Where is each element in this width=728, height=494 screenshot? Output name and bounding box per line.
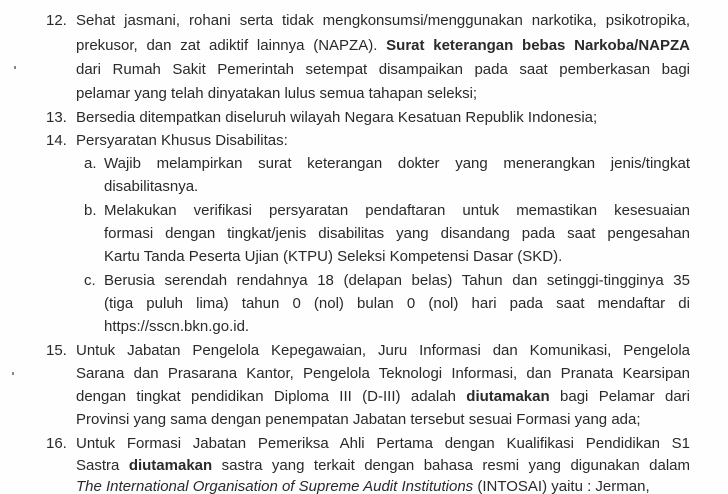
scan-mark bbox=[14, 66, 16, 69]
item-13-line-1: Bersedia ditempatkan diseluruh wilayah Negara Kesatuan Republik Indonesia; bbox=[76, 109, 598, 126]
item-12-line-2-text: prekusor, dan zat adiktif lainnya (NAPZA). bbox=[76, 37, 378, 54]
item-15-number: 15. bbox=[46, 342, 67, 359]
item-15-line-3-text-b: bagi Pelamar dari bbox=[560, 388, 690, 405]
scan-mark bbox=[12, 372, 14, 375]
item-12-line-2-bold: Surat keterangan bebas Narkoba/NAPZA bbox=[386, 37, 690, 54]
item-16-line-2-text-b: sastra yang terkait dengan bahasa resmi yang digunakan dalam bbox=[221, 457, 690, 474]
item-12-line-3: dari Rumah Sakit Pemerintah setempat disampaikan pada saat pemberkasan bagi bbox=[76, 61, 690, 78]
item-14-b-label: b. bbox=[84, 202, 97, 219]
item-12-line-2 bbox=[76, 35, 690, 57]
item-12-line-1: Sehat jasmani, rohani serta tidak mengkonsumsi/menggunakan narkotika, psikotropika, bbox=[76, 12, 690, 29]
item-16-line-2 bbox=[76, 455, 690, 477]
item-15-line-3-bold: diutamakan bbox=[466, 388, 550, 405]
item-14-b-line-2: formasi dengan tingkat/jenis disabilitas yang disandang pada saat pengesahan bbox=[104, 225, 690, 242]
item-14-a-label: a. bbox=[84, 155, 97, 172]
item-15-line-3-text-a: dengan tingkat pendidikan Diploma III (D-III) adalah bbox=[76, 388, 456, 405]
item-14-number: 14. bbox=[46, 132, 67, 149]
item-16-line-2-bold: diutamakan bbox=[128, 457, 213, 474]
item-13-number: 13. bbox=[46, 109, 67, 126]
item-14-a-line-2: disabilitasnya. bbox=[104, 178, 199, 195]
item-12-line-4: pelamar yang telah dinyatakan lulus semua tahapan seleksi; bbox=[76, 85, 478, 102]
item-14-line-1: Persyaratan Khusus Disabilitas: bbox=[76, 132, 288, 149]
item-12-number: 12. bbox=[46, 12, 67, 29]
item-15-line-4: Provinsi yang sama dengan penempatan Jabatan tersebut sesuai Formasi yang ada; bbox=[76, 411, 641, 428]
item-16-line-1: Untuk Formasi Jabatan Pemeriksa Ahli Pertama dengan Kualifikasi Pendidikan S1 bbox=[76, 435, 690, 452]
item-16-number: 16. bbox=[46, 435, 67, 452]
item-14-c-line-3: https://sscn.bkn.go.id. bbox=[104, 318, 250, 335]
item-16-line-3 bbox=[76, 476, 650, 494]
item-14-b-line-3: Kartu Tanda Peserta Ujian (KTPU) Seleksi Kompetensi Dasar (SKD). bbox=[104, 248, 563, 265]
item-14-c-line-1: Berusia serendah rendahnya 18 (delapan belas) Tahun dan setinggi-tingginya 35 bbox=[104, 272, 690, 289]
item-16-line-3-text: (INTOSAI) yaitu : Jerman, bbox=[477, 478, 650, 494]
item-14-b-line-1: Melakukan verifikasi persyaratan pendaftaran untuk memastikan kesesuaian bbox=[104, 202, 690, 219]
item-14-a-line-1: Wajib melampirkan surat keterangan dokter yang menerangkan jenis/tingkat bbox=[104, 155, 690, 172]
item-14-c-line-2: (tiga puluh lima) tahun 0 (nol) bulan 0 (nol) hari pada saat mendaftar di bbox=[104, 295, 690, 312]
item-16-line-3-italic: The International Organisation of Supreme Audit Institutions bbox=[76, 478, 474, 494]
item-16-line-2-text-a: Sastra bbox=[76, 457, 120, 474]
item-15-line-2: Sarana dan Prasarana Kantor, Pengelola Teknologi Informasi, dan Pranata Kearsipan bbox=[76, 365, 690, 382]
item-14-c-label: c. bbox=[84, 272, 96, 289]
item-15-line-1: Untuk Jabatan Pengelola Kepegawaian, Juru Informasi dan Komunikasi, Pengelola bbox=[76, 342, 690, 359]
item-15-line-3 bbox=[76, 386, 690, 408]
